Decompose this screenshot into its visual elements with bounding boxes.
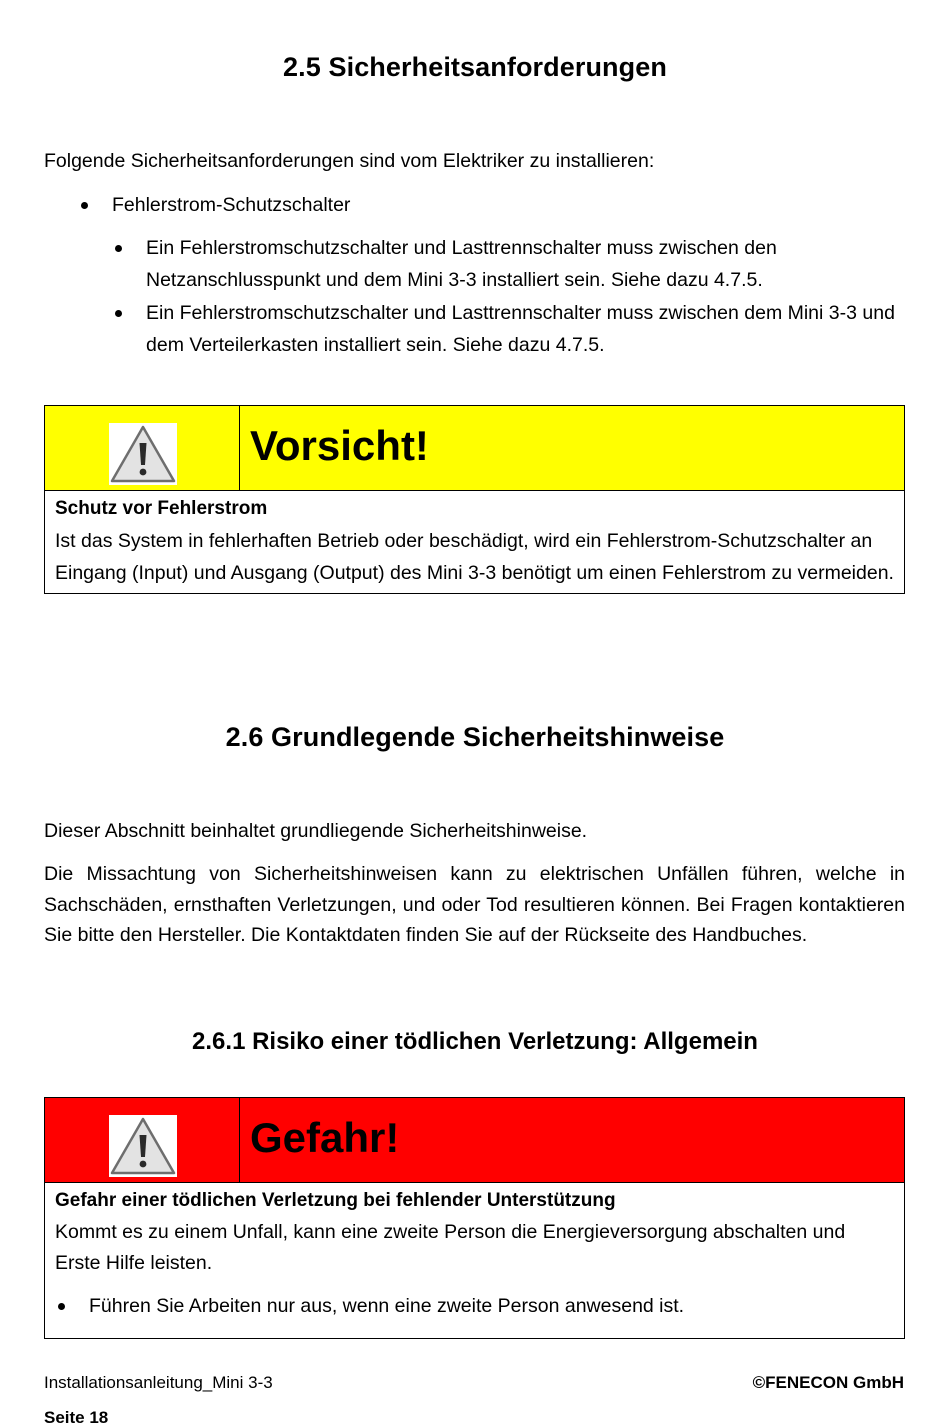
- bullet-dot: [115, 245, 122, 252]
- bullet-dot: [58, 1303, 65, 1310]
- caution-text: Ist das System in fehlerhaften Betrieb oder beschädigt, wird ein Fehlerstrom-Schutzschalter an Eingang (Input) und Ausgang (Output) des Mini 3-3 benötigt um einen Fehlerstrom zu vermeiden.: [55, 530, 894, 584]
- danger-title: Gefahr einer tödlichen Verletzung bei fehlender Unterstützung: [55, 1190, 616, 1211]
- bullet-dot: [81, 202, 88, 209]
- danger-box: [44, 1097, 905, 1339]
- danger-text: Kommt es zu einem Unfall, kann eine zweite Person die Energieversorgung abschalten und Erste Hilfe leisten.: [55, 1221, 846, 1274]
- danger-body: [45, 1183, 904, 1338]
- section-heading-2-6-1: 2.6.1 Risiko einer tödlichen Verletzung: Allgemein: [192, 1028, 758, 1055]
- footer-document-name: Installationsanleitung_Mini 3-3: [44, 1373, 273, 1392]
- section-2-6-paragraph-1: Dieser Abschnitt beinhaltet grundliegende Sicherheitshinweise.: [44, 820, 588, 842]
- caution-box: [44, 405, 905, 594]
- danger-bullet-item: [55, 1290, 894, 1322]
- danger-signal-word: Gefahr!: [250, 1114, 400, 1161]
- bullet-text: Fehlerstrom-Schutzschalter: [112, 194, 351, 216]
- caution-icon-cell: [45, 406, 240, 490]
- warning-triangle-icon: [109, 1115, 177, 1177]
- footer-copyright: ©FENECON GmbH: [752, 1373, 904, 1392]
- bullet-dot: [115, 310, 122, 317]
- danger-bullet-text: Führen Sie Arbeiten nur aus, wenn eine zweite Person anwesend ist.: [89, 1295, 685, 1317]
- sub-bullet-text: Ein Fehlerstromschutzschalter und Lasttrennschalter muss zwischen den Netzanschlusspunkt und dem Mini 3-3 installiert sein. Siehe dazu 4.7.5.: [146, 237, 777, 291]
- sub-bullet-item: [146, 232, 904, 296]
- caution-body: [45, 491, 904, 593]
- danger-icon-cell: [45, 1098, 240, 1182]
- sub-bullet-item: [146, 297, 904, 361]
- section-2-6-paragraph-2: Die Missachtung von Sicherheitshinweisen kann zu elektrischen Unfällen führen, welche in Sachschäden, ernsthaften Verletzungen, und oder Tod resultieren können. Bei Fragen kontaktieren Sie bitte den Hersteller. Die Kontaktdaten finden Sie auf der Rückseite des Handbuches.: [44, 863, 905, 946]
- footer-page-number: Seite 18: [44, 1408, 109, 1427]
- caution-title: Schutz vor Fehlerstrom: [55, 498, 268, 519]
- section-heading-2-5: 2.5 Sicherheitsanforderungen: [283, 52, 667, 82]
- sub-bullet-text: Ein Fehlerstromschutzschalter und Lasttrennschalter muss zwischen dem Mini 3-3 und dem Verteilerkasten installiert sein. Siehe dazu 4.7.5.: [146, 302, 895, 356]
- caution-header: [45, 406, 904, 491]
- intro-paragraph: Folgende Sicherheitsanforderungen sind vom Elektriker zu installieren:: [44, 150, 655, 172]
- section-heading-2-6: 2.6 Grundlegende Sicherheitshinweise: [225, 722, 725, 752]
- warning-triangle-icon: [109, 423, 177, 485]
- danger-header: [45, 1098, 904, 1183]
- caution-signal-word: Vorsicht!: [250, 422, 429, 469]
- bullet-item: [112, 189, 902, 221]
